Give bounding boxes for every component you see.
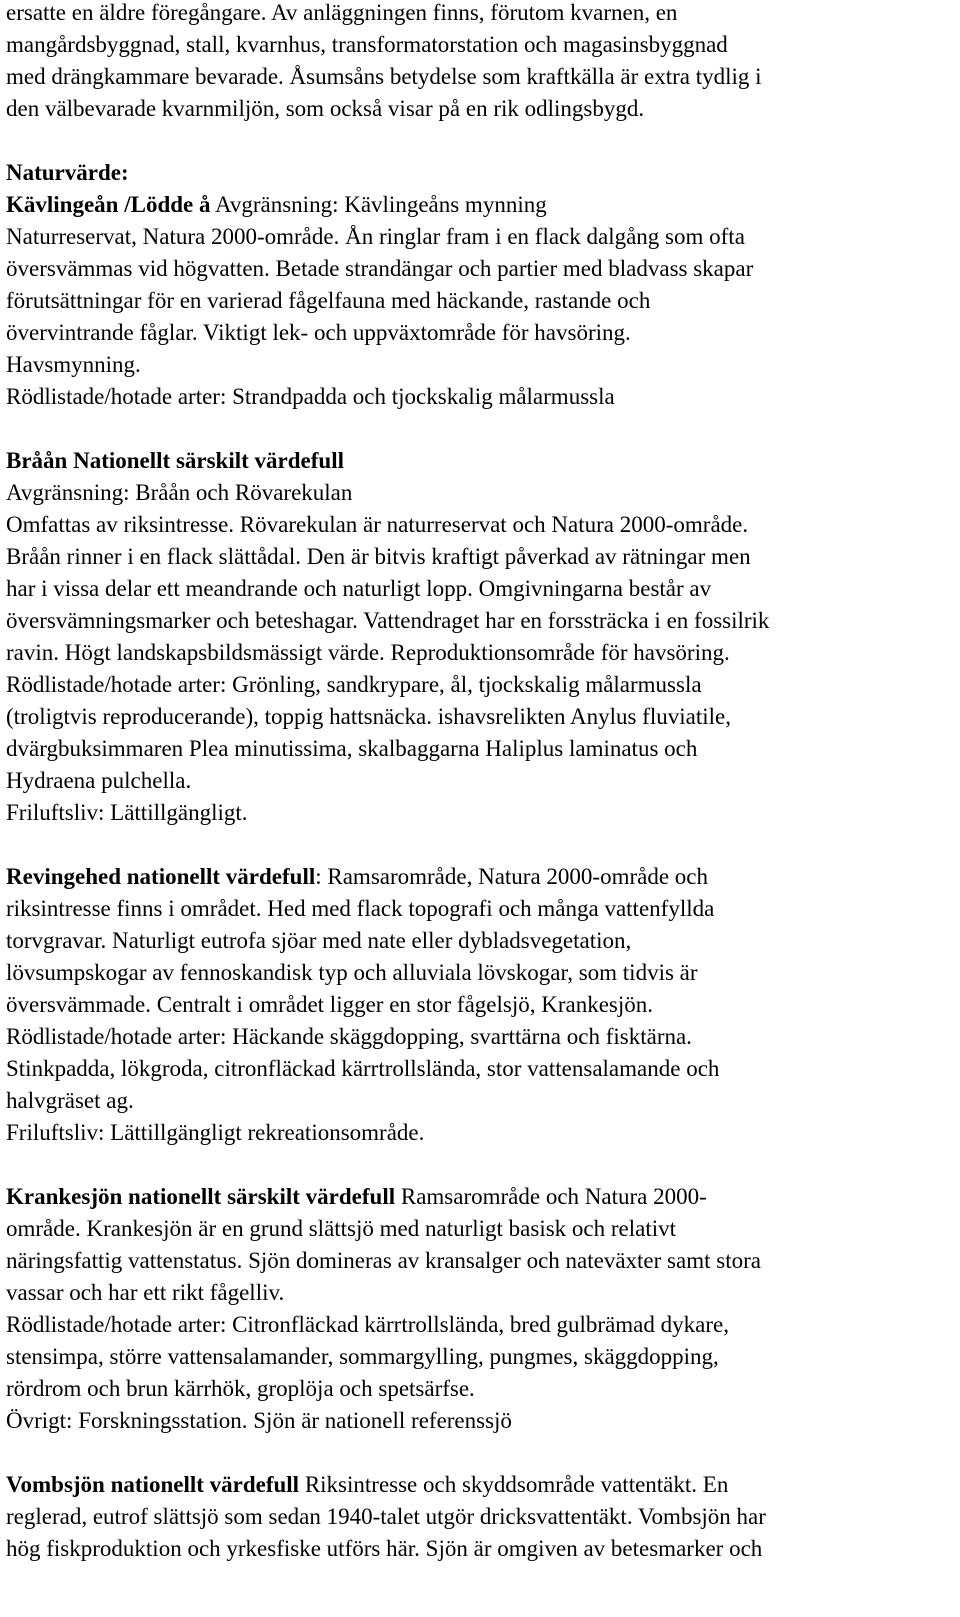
text-line: mangårdsbyggnad, stall, kvarnhus, transformatorstation och magasinsbyggnad [6, 32, 728, 57]
krankesjon-section [6, 1181, 954, 1437]
text-line: Friluftsliv: Lättillgängligt. [6, 800, 248, 825]
paragraph-gap [6, 1437, 954, 1469]
text-line: rördrom och brun kärrhök, groplöja och spetsärfse. [6, 1376, 475, 1401]
kavlingean-title-line [6, 189, 954, 221]
naturvarde-section [6, 157, 954, 413]
revingehed-title-line [6, 861, 954, 893]
text-line: Övrigt: Forskningsstation. Sjön är nationell referenssjö [6, 1408, 512, 1433]
vombsjon-intro: Riksintresse och skyddsområde vattentäkt. En [299, 1472, 729, 1497]
text-line: torvgravar. Naturligt eutrofa sjöar med nate eller dybladsvegetation, [6, 928, 632, 953]
kavlingean-delimitation: Avgränsning: Kävlingeåns mynning [210, 192, 547, 217]
braan-title: Bråån Nationellt särskilt värdefull [6, 448, 344, 473]
text-line: hög fiskproduktion och yrkesfiske utförs här. Sjön är omgiven av betesmarker och [6, 1536, 763, 1561]
braan-title-line [6, 445, 954, 477]
text-line: näringsfattig vattenstatus. Sjön domineras av kransalger och nateväxter samt stora [6, 1248, 761, 1273]
paragraph-gap [6, 1149, 954, 1181]
text-line: har i vissa delar ett meandrande och naturligt lopp. Omgivningarna består av [6, 576, 712, 601]
vombsjon-title-line [6, 1469, 954, 1501]
text-line: (troligtvis reproducerande), toppig hattsnäcka. ishavsrelikten Anylus fluviatile, [6, 704, 731, 729]
text-line: lövsumpskogar av fennoskandisk typ och alluviala lövskogar, som tidvis är [6, 960, 698, 985]
vombsjon-title: Vombsjön nationellt värdefull [6, 1472, 300, 1497]
text-line: Rödlistade/hotade arter: Citronfläckad kärrtrollslända, bred gulbrämad dykare, [6, 1312, 729, 1337]
vombsjon-section [6, 1469, 954, 1565]
kavlingean-title: Kävlingeån /Lödde å [6, 192, 211, 217]
revingehed-section [6, 861, 954, 1149]
text-line: Omfattas av riksintresse. Rövarekulan är naturreservat och Natura 2000-område. [6, 512, 749, 537]
text-line: Stinkpadda, lökgroda, citronfläckad kärrtrollslända, stor vattensalamande och [6, 1056, 720, 1081]
paragraph-gap [6, 125, 954, 157]
text-line: ersatte en äldre föregångare. Av anläggningen finns, förutom kvarnen, en [6, 0, 678, 25]
text-line: riksintresse finns i området. Hed med flack topografi och många vattenfyllda [6, 896, 715, 921]
revingehed-intro: : Ramsarområde, Natura 2000-område och [315, 864, 709, 889]
text-line: vassar och har ett rikt fågelliv. [6, 1280, 285, 1305]
braan-section [6, 445, 954, 829]
krankesjon-intro: Ramsarområde och Natura 2000- [395, 1184, 707, 1209]
text-line: översvämmas vid högvatten. Betade strandängar och partier med bladvass skapar [6, 256, 754, 281]
text-line: med drängkammare bevarade. Åsumsåns betydelse som kraftkälla är extra tydlig i [6, 64, 762, 89]
text-line: översvämningsmarker och beteshagar. Vattendraget har en forssträcka i en fossilrik [6, 608, 770, 633]
text-line: ravin. Högt landskapsbildsmässigt värde. Reproduktionsområde för havsöring. [6, 640, 730, 665]
paragraph-gap [6, 829, 954, 861]
text-line: dvärgbuksimmaren Plea minutissima, skalbaggarna Haliplus laminatus och [6, 736, 698, 761]
text-line: Hydraena pulchella. [6, 768, 192, 793]
text-line: den välbevarade kvarnmiljön, som också visar på en rik odlingsbygd. [6, 96, 645, 121]
paragraph-gap [6, 413, 954, 445]
intro-paragraph [6, 0, 954, 125]
text-line: Avgränsning: Bråån och Rövarekulan [6, 480, 353, 505]
text-line: övervintrande fåglar. Viktigt lek- och uppväxtområde för havsöring. [6, 320, 631, 345]
text-line: förutsättningar för en varierad fågelfauna med häckande, rastande och [6, 288, 651, 313]
text-line: översvämmade. Centralt i området ligger en stor fågelsjö, Krankesjön. [6, 992, 653, 1017]
text-line: Rödlistade/hotade arter: Häckande skäggdopping, svarttärna och fisktärna. [6, 1024, 692, 1049]
text-line: Havsmynning. [6, 352, 141, 377]
text-line: reglerad, eutrof slättsjö som sedan 1940-talet utgör dricksvattentäkt. Vombsjön har [6, 1504, 766, 1529]
krankesjon-title-line [6, 1181, 954, 1213]
text-line: Rödlistade/hotade arter: Strandpadda och tjockskalig målarmussla [6, 384, 615, 409]
krankesjon-title: Krankesjön nationellt särskilt värdefull [6, 1184, 396, 1209]
text-line: Bråån rinner i en flack slättådal. Den är bitvis kraftigt påverkad av rätningar men [6, 544, 751, 569]
naturvarde-heading: Naturvärde: [6, 160, 129, 185]
text-line: halvgräset ag. [6, 1088, 134, 1113]
text-line: Friluftsliv: Lättillgängligt rekreationsområde. [6, 1120, 425, 1145]
text-line: Naturreservat, Natura 2000-område. Ån ringlar fram i en flack dalgång som ofta [6, 224, 745, 249]
revingehed-title: Revingehed nationellt värdefull [6, 864, 316, 889]
text-line: stensimpa, större vattensalamander, sommargylling, pungmes, skäggdopping, [6, 1344, 719, 1369]
text-line: område. Krankesjön är en grund slättsjö med naturligt basisk och relativt [6, 1216, 677, 1241]
section-heading [6, 157, 954, 189]
text-line: Rödlistade/hotade arter: Grönling, sandkrypare, ål, tjockskalig målarmussla [6, 672, 702, 697]
